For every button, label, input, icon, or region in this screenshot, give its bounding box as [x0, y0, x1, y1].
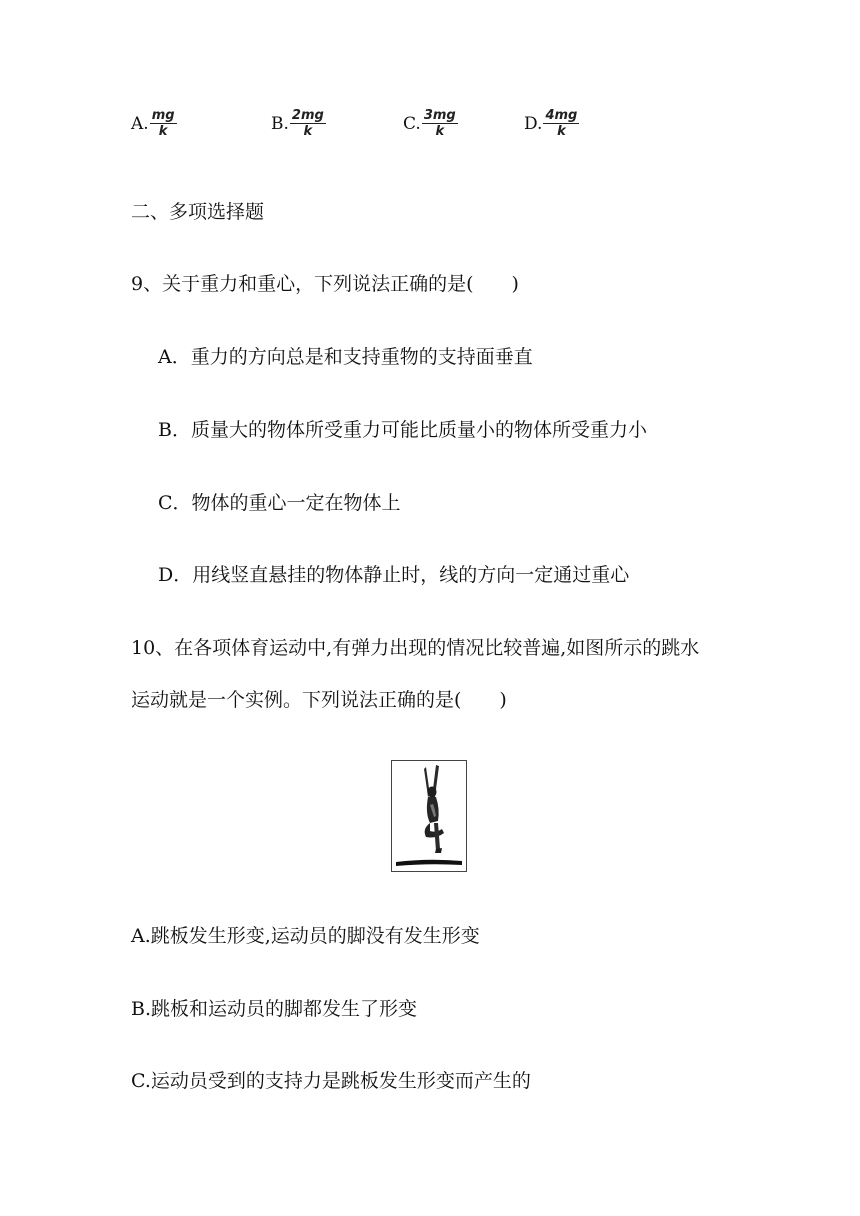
fraction-denominator: k: [557, 124, 566, 139]
fraction-denominator: k: [435, 124, 445, 139]
option-letter: C.: [403, 113, 421, 134]
fraction: [543, 108, 579, 139]
option-letter: A.: [131, 113, 149, 134]
q9-option-c: C．物体的重心一定在物体上: [158, 492, 401, 514]
diver-silhouette-icon: [392, 761, 466, 871]
q8-option-d: [524, 108, 579, 139]
fraction: [150, 108, 177, 139]
q9-option-b: B．质量大的物体所受重力可能比质量小的物体所受重力小: [158, 419, 647, 441]
q8-options-row: [0, 108, 860, 152]
fraction-denominator: k: [158, 124, 168, 139]
option-letter: B.: [271, 113, 289, 134]
fraction: [290, 108, 326, 139]
q10-option-c: C.运动员受到的支持力是跳板发生形变而产生的: [131, 1070, 531, 1092]
q10-stem-line2: 运动就是一个实例。下列说法正确的是( ): [131, 689, 507, 711]
fraction-numerator: 2mg: [291, 108, 324, 123]
q10-option-b: B.跳板和运动员的脚都发生了形变: [131, 998, 418, 1020]
q8-option-c: [403, 108, 458, 139]
q8-option-a: [131, 108, 177, 139]
q8-option-b: [271, 108, 326, 139]
q10-stem-line1: 10、在各项体育运动中,有弹力出现的情况比较普遍,如图所示的跳水: [131, 637, 700, 659]
fraction-numerator: mg: [151, 108, 175, 123]
q9-option-a: A．重力的方向总是和支持重物的支持面垂直: [158, 346, 533, 368]
fraction-numerator: 4mg: [545, 108, 578, 123]
q10-option-a: A.跳板发生形变,运动员的脚没有发生形变: [131, 925, 480, 947]
fraction-denominator: k: [303, 124, 313, 139]
fraction: [422, 108, 458, 139]
diver-figure: [391, 760, 467, 872]
option-letter: D.: [524, 113, 543, 134]
q9-option-d: D．用线竖直悬挂的物体静止时，线的方向一定通过重心: [158, 564, 630, 586]
section-heading: 二、多项选择题: [131, 201, 265, 223]
q9-stem: 9、关于重力和重心，下列说法正确的是( ): [131, 273, 519, 295]
fraction-numerator: 3mg: [423, 108, 456, 123]
